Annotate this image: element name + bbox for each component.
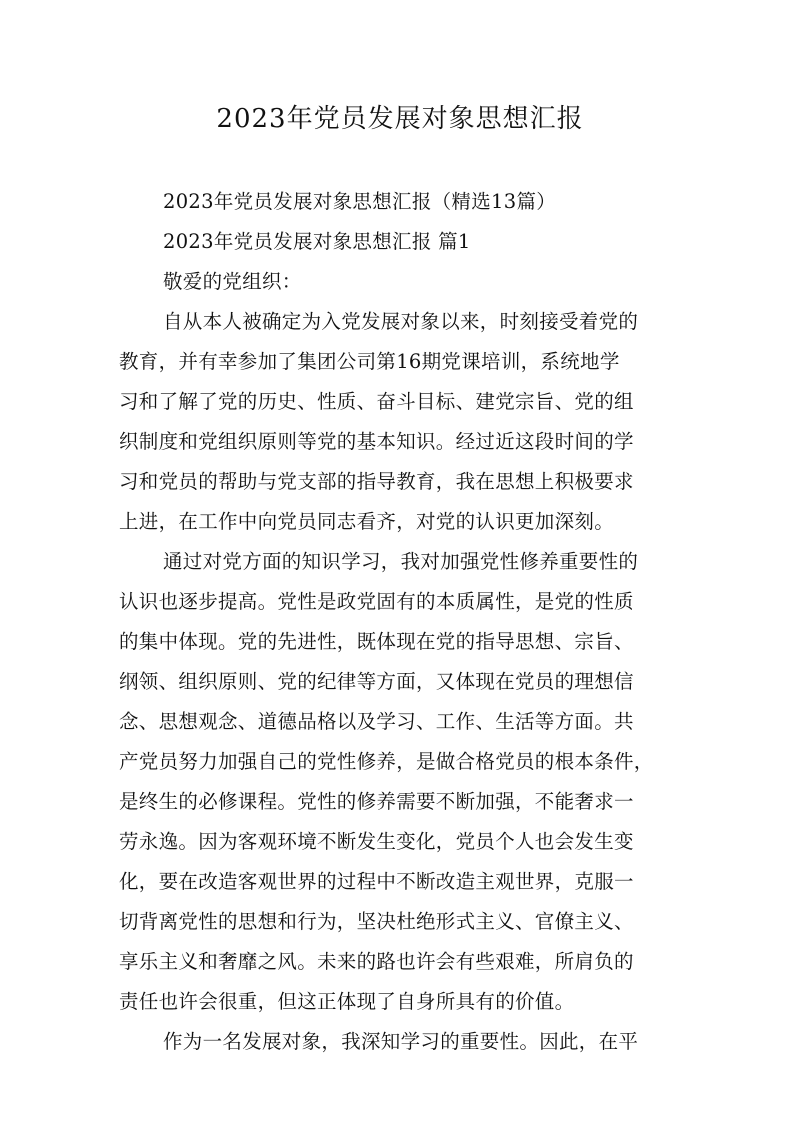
text-line: 念、思想观念、道德品格以及学习、工作、生活等方面。共: [119, 710, 634, 733]
text-line: 切背离党性的思想和行为，坚决杜绝形式主义、官僚主义、: [119, 910, 634, 933]
text-line: 的集中体现。党的先进性，既体现在党的指导思想、宗旨、: [119, 630, 634, 653]
text-line: 教育，并有幸参加了集团公司第16期党课培训，系统地学: [119, 350, 620, 373]
text-line: 2023年党员发展对象思想汇报 篇1: [163, 230, 471, 253]
text-line: 责任也许会很重，但这正体现了自身所具有的价值。: [119, 990, 575, 1013]
text-line: 是终生的必修课程。党性的修养需要不断加强，不能奢求一: [119, 790, 634, 813]
document-body: [119, 182, 689, 1062]
text-line: 习和党员的帮助与党支部的指导教育，我在思想上积极要求: [119, 470, 634, 493]
document-title: 2023年党员发展对象思想汇报: [216, 104, 584, 134]
text-line: 习和了解了党的历史、性质、奋斗目标、建党宗旨、党的组: [119, 390, 634, 413]
text-line: 享乐主义和奢靡之风。未来的路也许会有些艰难，所肩负的: [119, 950, 634, 973]
text-line: 2023年党员发展对象思想汇报（精选13篇）: [163, 190, 557, 213]
text-line: 通过对党方面的知识学习，我对加强党性修养重要性的: [163, 550, 639, 573]
text-line: 敬爱的党组织：: [163, 270, 302, 293]
text-line: 纲领、组织原则、党的纪律等方面，又体现在党员的理想信: [119, 670, 634, 693]
text-line: 认识也逐步提高。党性是政党固有的本质属性，是党的性质: [119, 590, 634, 613]
text-line: 作为一名发展对象，我深知学习的重要性。因此，在平: [163, 1030, 639, 1053]
text-line: 自从本人被确定为入党发展对象以来，时刻接受着党的: [163, 310, 639, 333]
text-line: 织制度和党组织原则等党的基本知识。经过近这段时间的学: [119, 430, 634, 453]
text-line: 上进，在工作中向党员同志看齐，对党的认识更加深刻。: [119, 510, 615, 533]
text-line: 产党员努力加强自己的党性修养，是做合格党员的根本条件，: [119, 750, 654, 773]
text-line: 劳永逸。因为客观环境不断发生变化，党员个人也会发生变: [119, 830, 634, 853]
text-line: 化，要在改造客观世界的过程中不断改造主观世界，克服一: [119, 870, 634, 893]
